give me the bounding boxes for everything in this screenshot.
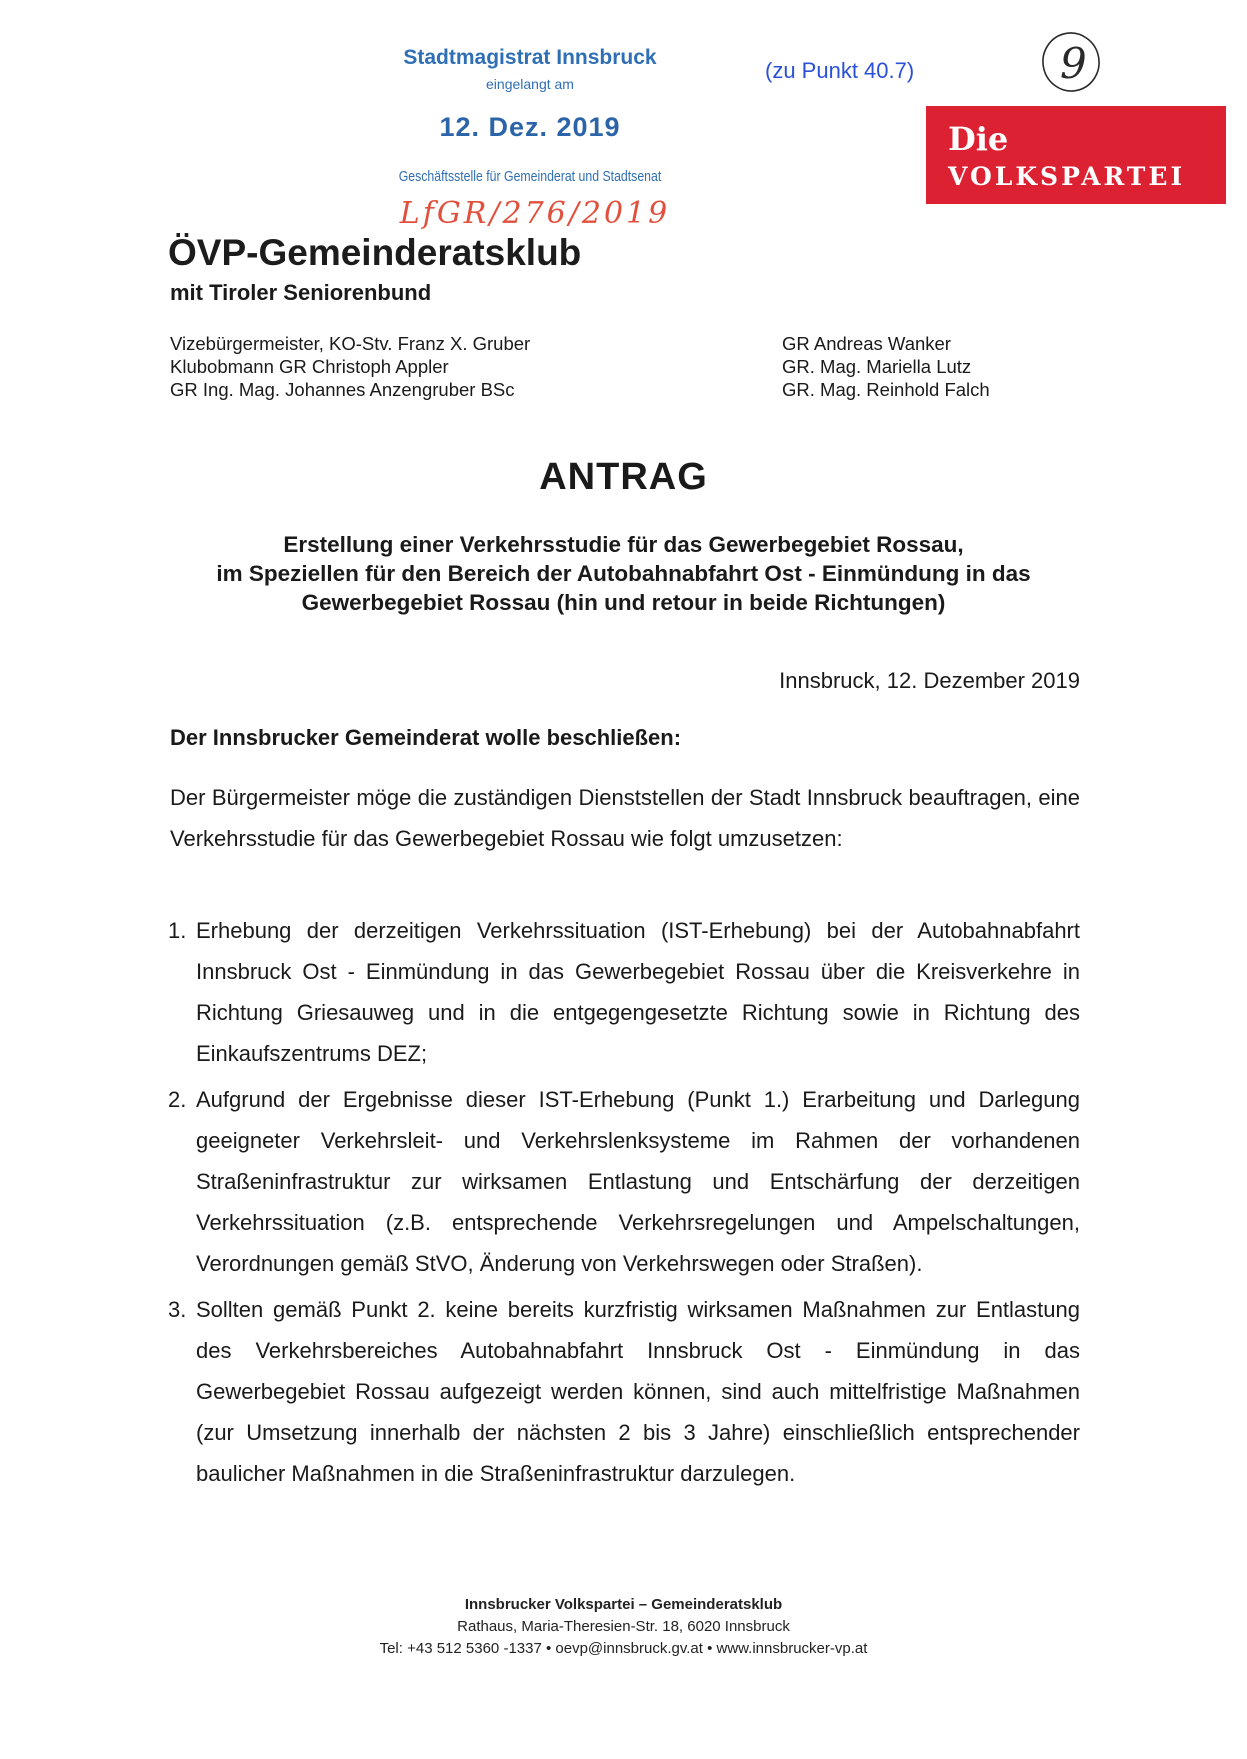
circled-number-text: 9 [1060,39,1087,88]
subject-block [150,530,1097,617]
subject-line: Gewerbegebiet Rossau (hin und retour in beide Richtungen) [301,590,946,615]
reference-note: (zu Punkt 40.7) [765,58,915,83]
item-text: Aufgrund der Ergebnisse dieser IST-Erhebung (Punkt 1.) Erarbeitung und Darlegung geeigneter Verkehrsleit- und Verkehrslenksysteme im Rahmen der vorhandenen Straßeninfrastruktur zur wirksamen Entlastung und Entschärfung der derzeitigen Verkehrssituation (z.B. entsprechende Verkehrsregelungen und Ampelschaltungen, Verordnungen gemäß StVO, Änderung von Verkehrswegen oder Straßen). [196,1087,1080,1276]
stamp-received-label: eingelangt am [486,76,574,92]
stamp-date: 12. Dez. 2019 [439,112,621,142]
footer-contact: Tel: +43 512 5360 -1337 • oevp@innsbruck.gv.at • www.innsbrucker-vp.at [379,1640,868,1657]
club-subtitle: mit Tiroler Seniorenbund [170,280,432,305]
stamp-file-number: LfGR/276/2019 [399,196,671,231]
item-text: Sollten gemäß Punkt 2. keine bereits kurzfristig wirksamen Maßnahmen zur Entlastung des Verkehrsbereiches Autobahnabfahrt Innsbruck Ost - Einmündung in das Gewerbegebiet Rossau aufgezeigt werden können, sind auch mittelfristige Maßnahmen (zur Umsetzung innerhalb der nächsten 2 bis 3 Jahre) einschließlich entsprechender baulicher Maßnahmen in die Straßeninfrastruktur darzulegen. [196,1297,1080,1486]
members-right-column [782,332,990,401]
list-item [168,1079,1080,1284]
member-name: GR Ing. Mag. Johannes Anzengruber BSc [170,379,515,400]
footer-organization: Innsbrucker Volkspartei – Gemeinderatsklub [464,1596,783,1613]
logo-line-1: Die [948,120,1009,158]
member-name: GR. Mag. Mariella Lutz [782,356,972,377]
members-left-column [170,332,530,401]
document-heading: ANTRAG [539,456,708,498]
request-items-list [168,910,1080,1499]
place-date: Innsbruck, 12. Dezember 2019 [779,668,1080,693]
logo-line-2: VOLKSPARTEI [948,162,1186,191]
stamp-organization: Stadtmagistrat Innsbruck [403,46,657,69]
item-number: 2. [168,1087,187,1112]
member-name: GR. Mag. Reinhold Falch [782,379,990,400]
page-footer [0,1594,1247,1660]
member-name: Klubobmann GR Christoph Appler [170,356,449,377]
member-name: Vizebürgermeister, KO-Stv. Franz X. Gruber [170,333,531,354]
stamp-department: Geschäftsstelle für Gemeinderat und Stadtsenat [398,168,662,185]
member-name: GR Andreas Wanker [782,333,951,354]
body-intro: Der Bürgermeister möge die zuständigen Dienststellen der Stadt Innsbruck beauftragen, eine Verkehrsstudie für das Gewerbegebiet Rossau wie folgt umzusetzen: [170,785,1080,851]
resolution-intro: Der Innsbrucker Gemeinderat wolle beschließen: [170,725,682,750]
party-logo [926,106,1226,204]
list-item [168,1289,1080,1494]
circled-number-mark [1038,22,1106,96]
list-item [168,910,1080,1074]
club-title: ÖVP-Gemeinderatsklub [168,232,582,273]
subject-line: im Speziellen für den Bereich der Autobahnabfahrt Ost - Einmündung in das [216,561,1031,586]
item-number: 1. [168,918,187,943]
footer-address: Rathaus, Maria-Theresien-Str. 18, 6020 Innsbruck [457,1618,790,1635]
subject-line: Erstellung einer Verkehrsstudie für das Gewerbegebiet Rossau, [283,532,964,557]
item-number: 3. [168,1297,187,1322]
item-text: Erhebung der derzeitigen Verkehrssituation (IST-Erhebung) bei der Autobahnabfahrt Innsbruck Ost - Einmündung in das Gewerbegebiet Rossau über die Kreisverkehre in Richtung Griesauweg und in die entgegengesetzte Richtung sowie in Richtung des Einkaufszentrums DEZ; [196,918,1080,1066]
